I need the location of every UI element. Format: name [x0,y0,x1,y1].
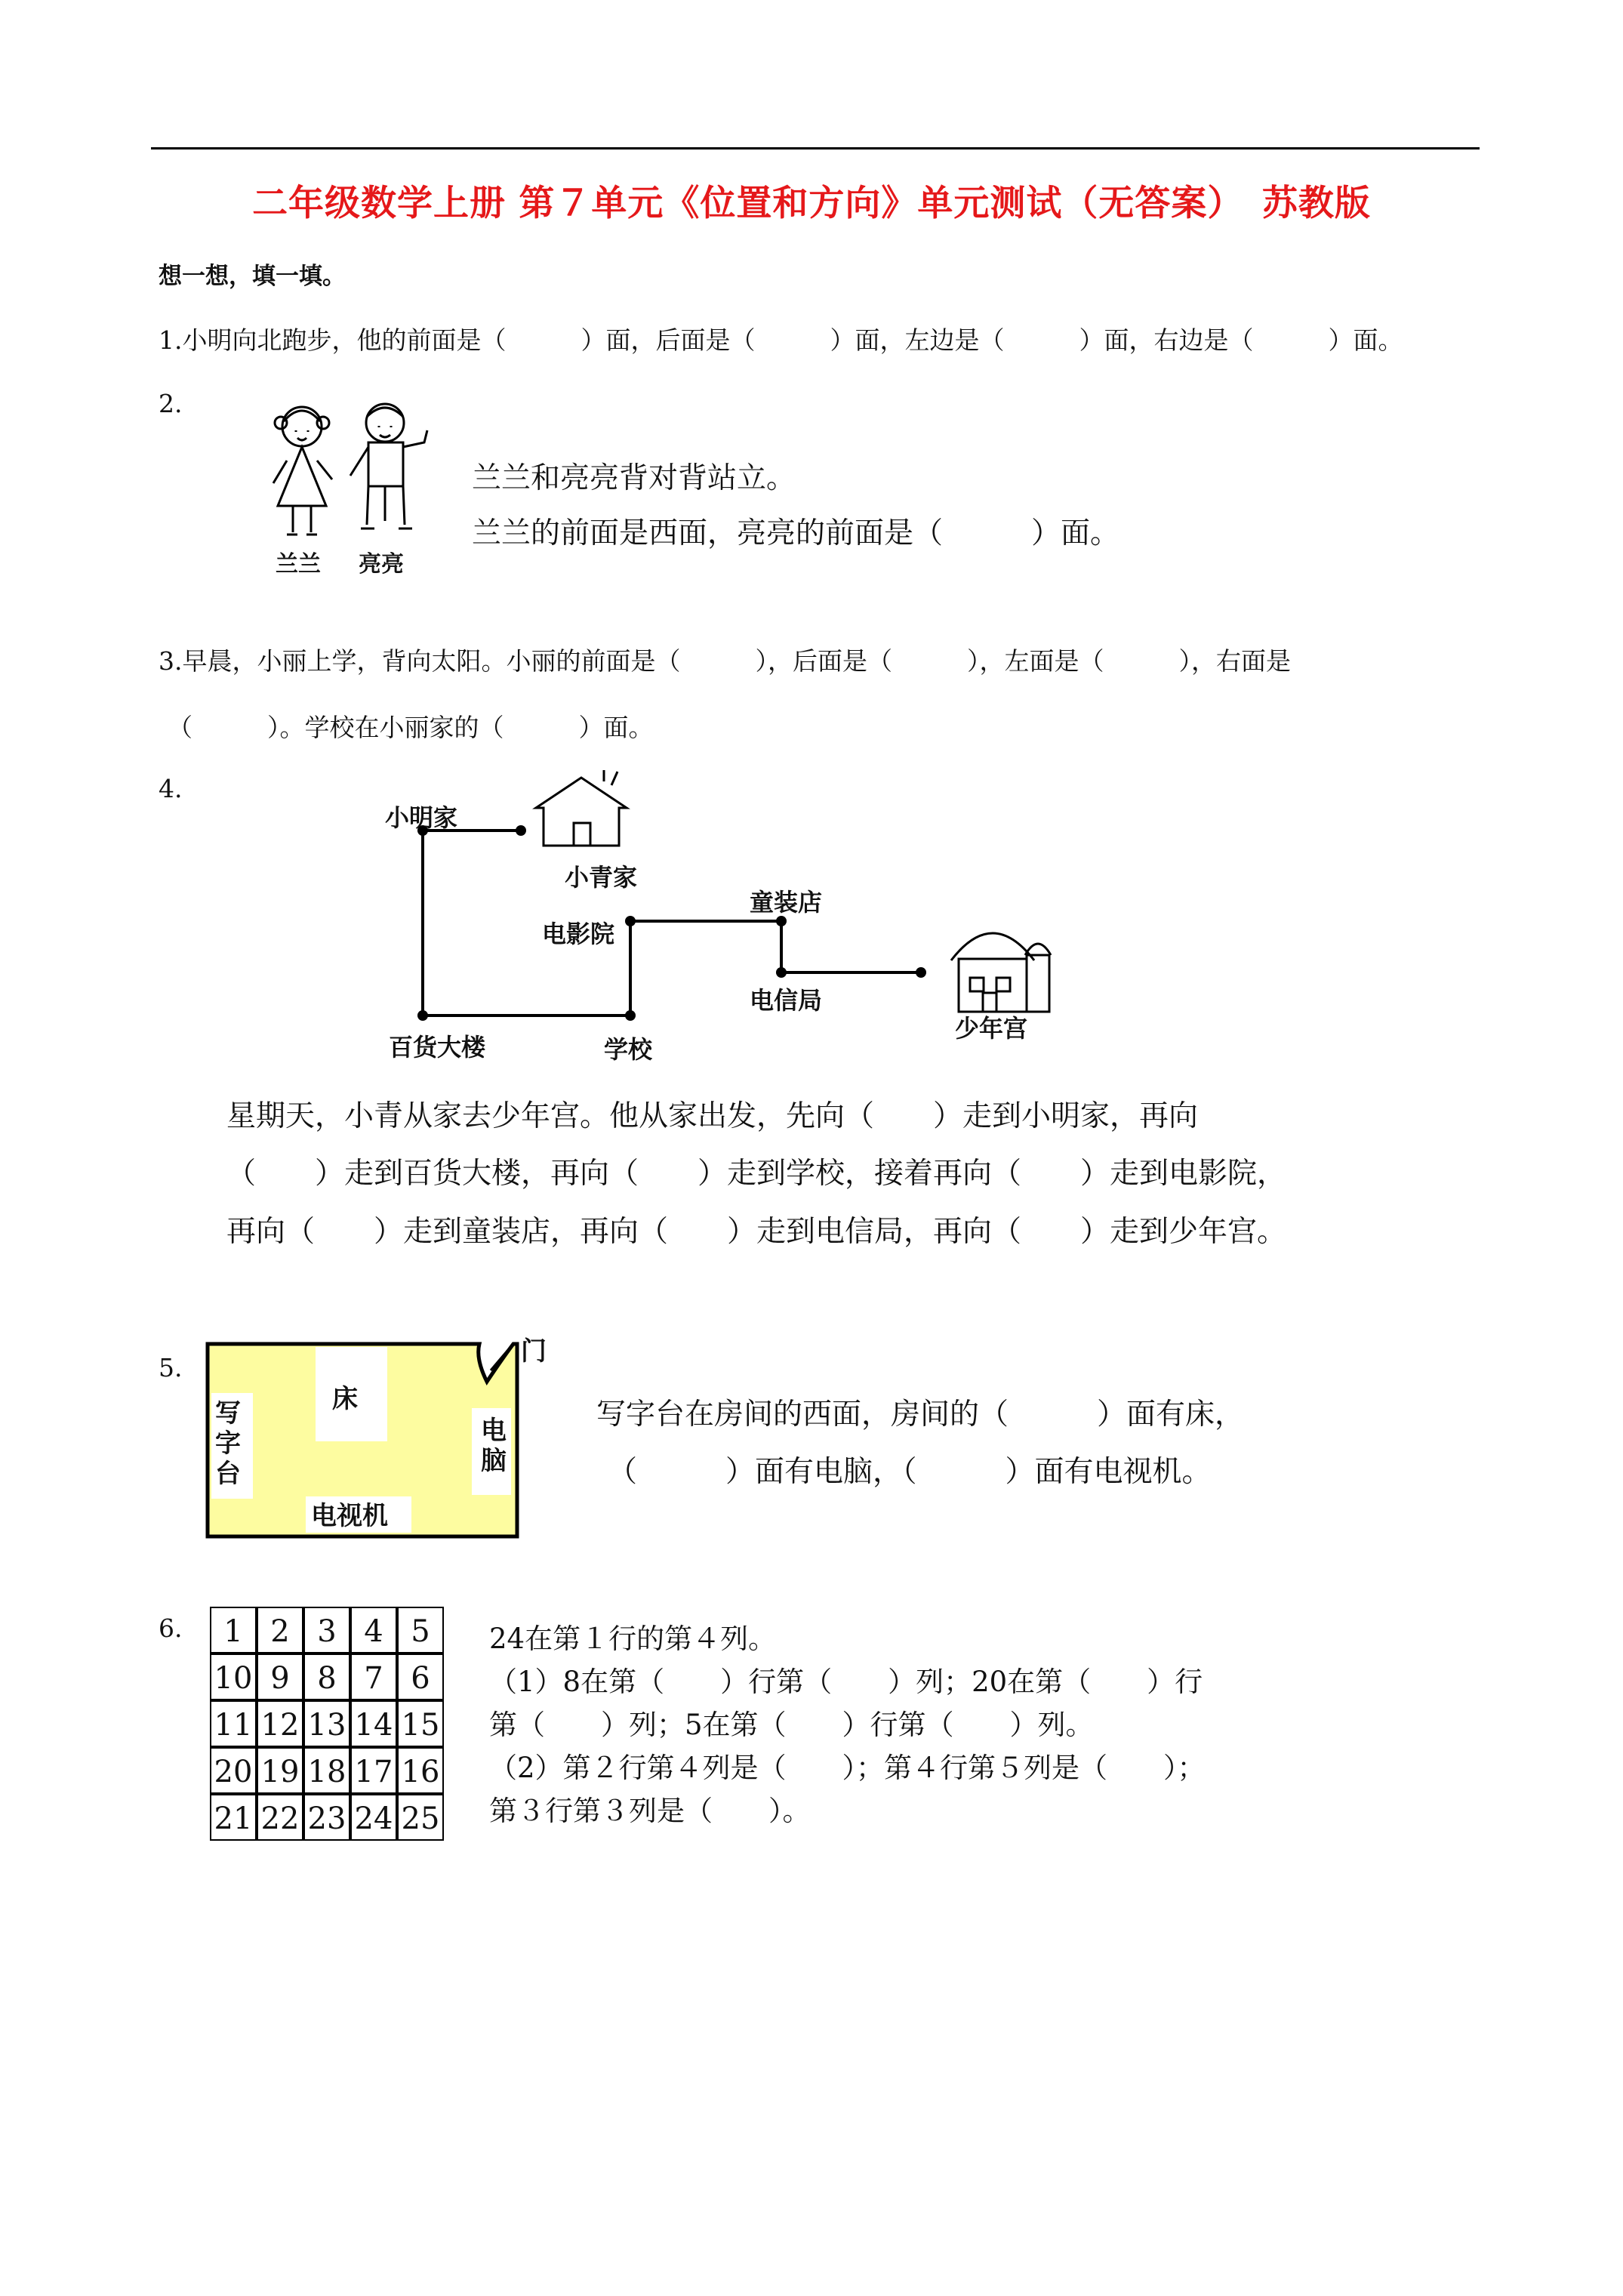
question-2-number: 2. [159,389,183,418]
question-5-line1: 写字台在房间的西面，房间的（ ）面有床， [596,1398,1245,1432]
question-5-number: 5. [159,1353,183,1382]
boy-label: 亮亮 [359,551,404,578]
grid-cell: 9 [257,1653,303,1700]
question-2-line1: 兰兰和亮亮背对背站立。 [472,461,796,495]
grid-cell: 10 [210,1653,257,1700]
grid-cell: 24 [350,1794,397,1841]
grid-cell: 16 [397,1747,444,1794]
grid-cell: 11 [210,1700,257,1747]
question-6-number: 6. [159,1613,183,1643]
number-grid [210,1607,445,1842]
palace-icon [951,933,1051,1012]
grid-cell: 8 [303,1653,350,1700]
grid-cell: 17 [350,1747,397,1794]
question-6-line1: 24在第１行的第４列。 [489,1623,777,1655]
question-4-number: 4. [159,774,183,803]
label-youth-palace: 少年宫 [955,1014,1028,1043]
label-department-store: 百货大楼 [389,1033,486,1062]
grid-cell: 3 [303,1607,350,1653]
grid-cell: 23 [303,1794,350,1841]
grid-cell: 13 [303,1700,350,1747]
label-school: 学校 [604,1035,653,1064]
label-telecom: 电信局 [750,986,823,1015]
grid-cell: 21 [210,1794,257,1841]
question-4-line1: 星期天，小青从家去少年宫。他从家出发，先向（ ）走到小明家，再向 [226,1099,1199,1133]
question-3-line2: （ ）。学校在小丽家的（ ）面。 [168,713,654,742]
document-title: 二年级数学上册 第７单元《位置和方向》单元测试（无答案） 苏教版 [252,183,1371,224]
section-heading: 想一想，填一填。 [159,263,346,290]
question-6-line4: （2）第２行第４列是（ ）；第４行第５列是（ ）； [489,1752,1206,1784]
grid-cell: 22 [257,1794,303,1841]
grid-cell: 4 [350,1607,397,1653]
question-3-line1: 3.早晨，小丽上学，背向太阳。小丽的前面是（ ），后面是（ ），左面是（ ），右面是 [159,646,1291,676]
question-2-line2: 兰兰的前面是西面，亮亮的前面是（ ）面。 [472,516,1120,550]
grid-cell: 7 [350,1653,397,1700]
grid-cell: 15 [397,1700,444,1747]
question-6-line3: 第（ ）列；5在第（ ）行第（ ）列。 [489,1709,1094,1741]
question-4-line2: （ ）走到百货大楼，再向（ ）走到学校，接着再向（ ）走到电影院， [226,1157,1287,1191]
question-5-line2: （ ）面有电脑，（ ）面有电视机。 [608,1455,1212,1489]
label-door: 门 [521,1336,547,1367]
grid-cell: 19 [257,1747,303,1794]
question-1: 1.小明向北跑步，他的前面是（ ）面，后面是（ ）面，左边是（ ）面，右边是（ ）面。 [159,325,1403,355]
grid-cell: 14 [350,1700,397,1747]
question-4-line3: 再向（ ）走到童装店，再向（ ）走到电信局，再向（ ）走到少年宫。 [226,1215,1287,1249]
question-6-line2: （1）8在第（ ）行第（ ）列；20在第（ ）行 [489,1666,1203,1698]
house-icon [536,770,627,846]
question-6-line5: 第３行第３列是（ ）。 [489,1795,811,1827]
grid-cell: 25 [397,1794,444,1841]
grid-cell: 12 [257,1700,303,1747]
label-xiaoming: 小明家 [385,803,458,832]
girl-label: 兰兰 [276,551,321,578]
label-tv: 电视机 [311,1501,388,1531]
grid-cell: 18 [303,1747,350,1794]
label-bed: 床 [332,1384,358,1414]
label-desk: 写字台 [215,1398,241,1489]
grid-cell: 20 [210,1747,257,1794]
label-cinema: 电影院 [542,920,615,948]
kids-illustration [257,400,438,551]
grid-cell: 5 [397,1607,444,1653]
label-computer: 电脑 [481,1416,507,1476]
label-xiaoqing: 小青家 [565,863,638,892]
label-clothes-shop: 童装店 [750,888,823,917]
grid-cell: 1 [210,1607,257,1653]
header-rule [151,147,1480,149]
grid-cell: 6 [397,1653,444,1700]
grid-cell: 2 [257,1607,303,1653]
